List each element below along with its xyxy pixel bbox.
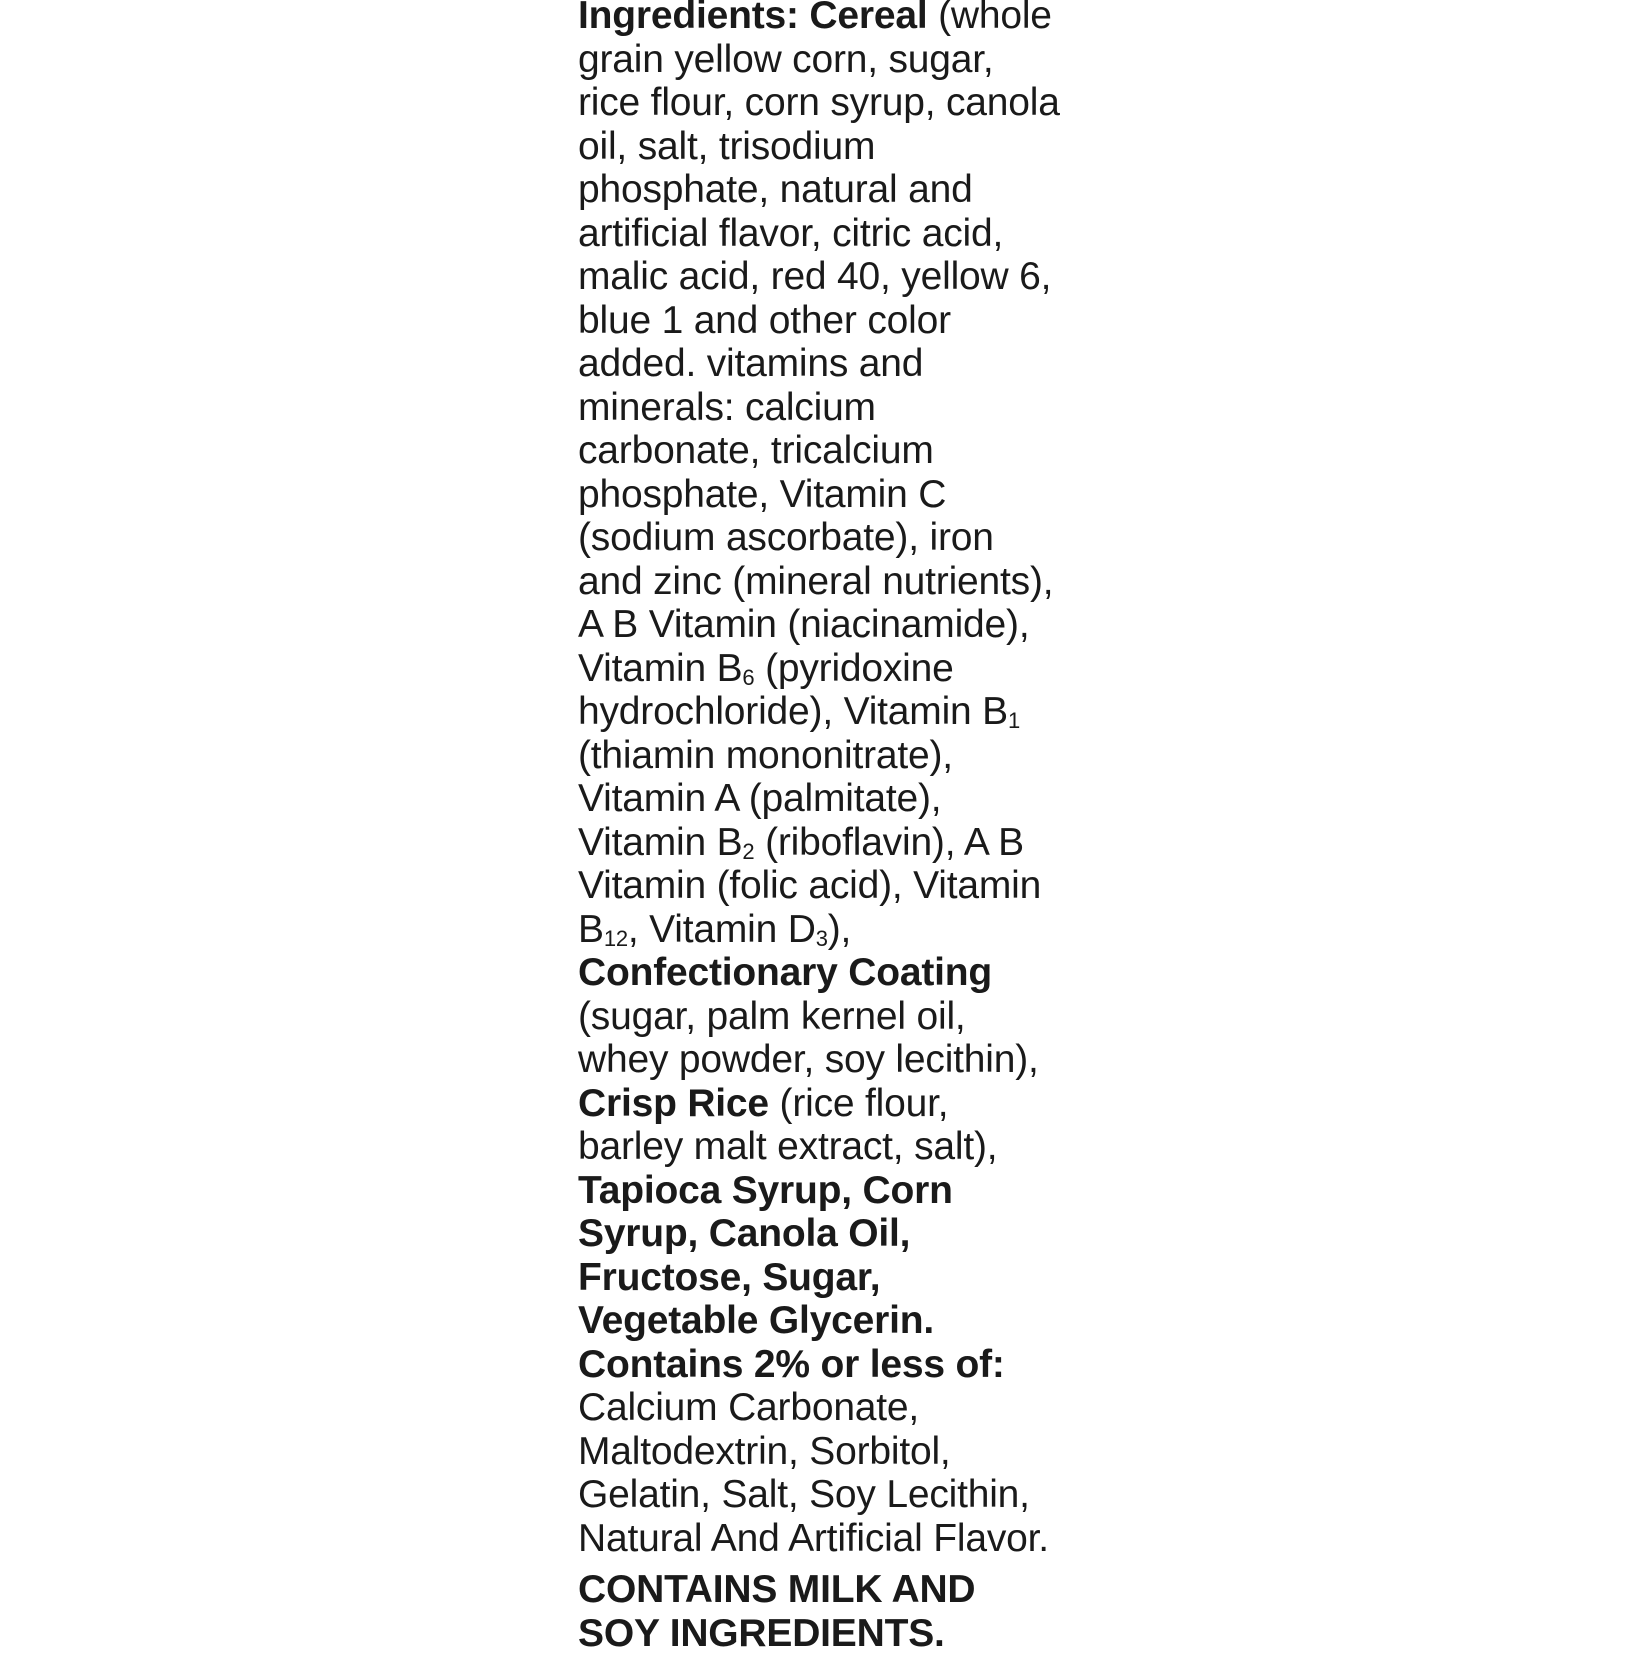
- ingredient-text: oil, salt, trisodium: [578, 125, 875, 168]
- ingredient-text: malic acid, red 40, yellow 6,: [578, 255, 1051, 298]
- ingredient-line: [578, 1256, 1098, 1300]
- ingredient-line: [578, 1082, 1098, 1126]
- ingredient-line: [578, 864, 1098, 908]
- ingredient-line: [578, 299, 1098, 343]
- ingredient-text: Vitamin A (palmitate),: [578, 777, 941, 820]
- ingredient-text: (sugar, palm kernel oil,: [578, 995, 966, 1038]
- ingredient-line: [578, 647, 1098, 691]
- ingredient-text: phosphate, Vitamin C: [578, 473, 946, 516]
- ingredient-line: [578, 821, 1098, 865]
- ingredient-line: [578, 1430, 1098, 1474]
- ingredient-text: (thiamin mononitrate),: [578, 734, 953, 777]
- allergen-statement: [578, 1568, 1098, 1655]
- ingredient-text: ),: [828, 908, 851, 951]
- ingredient-line: [578, 603, 1098, 647]
- subscript-text: 12: [604, 926, 628, 951]
- ingredient-text: barley malt extract, salt),: [578, 1125, 997, 1168]
- allergen-line: SOY INGREDIENTS.: [578, 1612, 1098, 1655]
- ingredient-text: carbonate, tricalcium: [578, 429, 934, 472]
- ingredient-line: [578, 1386, 1098, 1430]
- ingredient-line: [578, 690, 1098, 734]
- ingredient-line: [578, 386, 1098, 430]
- ingredient-text: (pyridoxine: [754, 647, 953, 690]
- ingredient-text: A B Vitamin (niacinamide),: [578, 603, 1029, 646]
- ingredient-line: [578, 212, 1098, 256]
- ingredient-text: and zinc (mineral nutrients),: [578, 560, 1053, 603]
- ingredient-heading: Tapioca Syrup, Corn: [578, 1169, 953, 1212]
- ingredient-line: [578, 1299, 1098, 1343]
- ingredient-line: [578, 516, 1098, 560]
- ingredient-text: whey powder, soy lecithin),: [578, 1038, 1039, 1081]
- ingredient-line: [578, 429, 1098, 473]
- ingredient-line: [578, 0, 1098, 38]
- ingredient-text: Vitamin (folic acid), Vitamin: [578, 864, 1041, 907]
- ingredient-text: (riboflavin), A B: [754, 821, 1024, 864]
- ingredient-line: [578, 560, 1098, 604]
- ingredient-line: [578, 255, 1098, 299]
- ingredient-text: (sodium ascorbate), iron: [578, 516, 994, 559]
- ingredient-text: Gelatin, Salt, Soy Lecithin,: [578, 1473, 1030, 1516]
- ingredient-line: [578, 951, 1098, 995]
- ingredient-text: blue 1 and other color: [578, 299, 951, 342]
- ingredient-text: hydrochloride), Vitamin B: [578, 690, 1008, 733]
- ingredient-text: rice flour, corn syrup, canola: [578, 81, 1060, 124]
- ingredient-line: [578, 995, 1098, 1039]
- ingredient-heading: Syrup, Canola Oil,: [578, 1212, 910, 1255]
- subscript-text: 3: [816, 926, 828, 951]
- ingredient-text: Vitamin B: [578, 821, 742, 864]
- ingredient-heading: Fructose, Sugar,: [578, 1256, 880, 1299]
- ingredient-line: [578, 38, 1098, 82]
- ingredient-heading: Ingredients: Cereal: [578, 0, 927, 37]
- allergen-line: CONTAINS MILK AND: [578, 1568, 1098, 1612]
- ingredient-line: [578, 777, 1098, 821]
- ingredient-line: [578, 168, 1098, 212]
- ingredient-line: [578, 1473, 1098, 1517]
- ingredient-line: [578, 734, 1098, 778]
- ingredient-text: , Vitamin D: [628, 908, 816, 951]
- ingredient-line: [578, 342, 1098, 386]
- ingredient-line: [578, 125, 1098, 169]
- ingredients-text: [578, 0, 1098, 1560]
- ingredient-line: [578, 908, 1098, 952]
- ingredient-text: Calcium Carbonate,: [578, 1386, 919, 1429]
- ingredient-text: added. vitamins and: [578, 342, 923, 385]
- ingredient-line: [578, 81, 1098, 125]
- ingredient-text: artificial flavor, citric acid,: [578, 212, 1003, 255]
- ingredient-line: [578, 1212, 1098, 1256]
- subscript-text: 6: [742, 665, 754, 690]
- ingredient-line: [578, 1038, 1098, 1082]
- subscript-text: 1: [1008, 708, 1020, 733]
- ingredient-line: [578, 1343, 1098, 1387]
- ingredient-line: [578, 1169, 1098, 1213]
- ingredient-text: (rice flour,: [769, 1082, 948, 1125]
- ingredient-text: grain yellow corn, sugar,: [578, 38, 994, 81]
- ingredient-text: B: [578, 908, 604, 951]
- ingredient-heading: Vegetable Glycerin.: [578, 1299, 934, 1342]
- ingredients-panel: [578, 0, 1098, 1655]
- ingredient-heading: Contains 2% or less of:: [578, 1343, 1005, 1386]
- subscript-text: 2: [742, 839, 754, 864]
- ingredient-line: [578, 473, 1098, 517]
- ingredient-heading: Confectionary Coating: [578, 951, 992, 994]
- ingredient-text: minerals: calcium: [578, 386, 876, 429]
- ingredient-text: Natural And Artificial Flavor.: [578, 1517, 1049, 1560]
- ingredient-line: [578, 1517, 1098, 1561]
- ingredient-heading: Crisp Rice: [578, 1082, 769, 1125]
- ingredient-text: Maltodextrin, Sorbitol,: [578, 1430, 951, 1473]
- ingredient-text: Vitamin B: [578, 647, 742, 690]
- ingredient-text: phosphate, natural and: [578, 168, 973, 211]
- ingredient-text: (whole: [927, 0, 1051, 37]
- ingredient-line: [578, 1125, 1098, 1169]
